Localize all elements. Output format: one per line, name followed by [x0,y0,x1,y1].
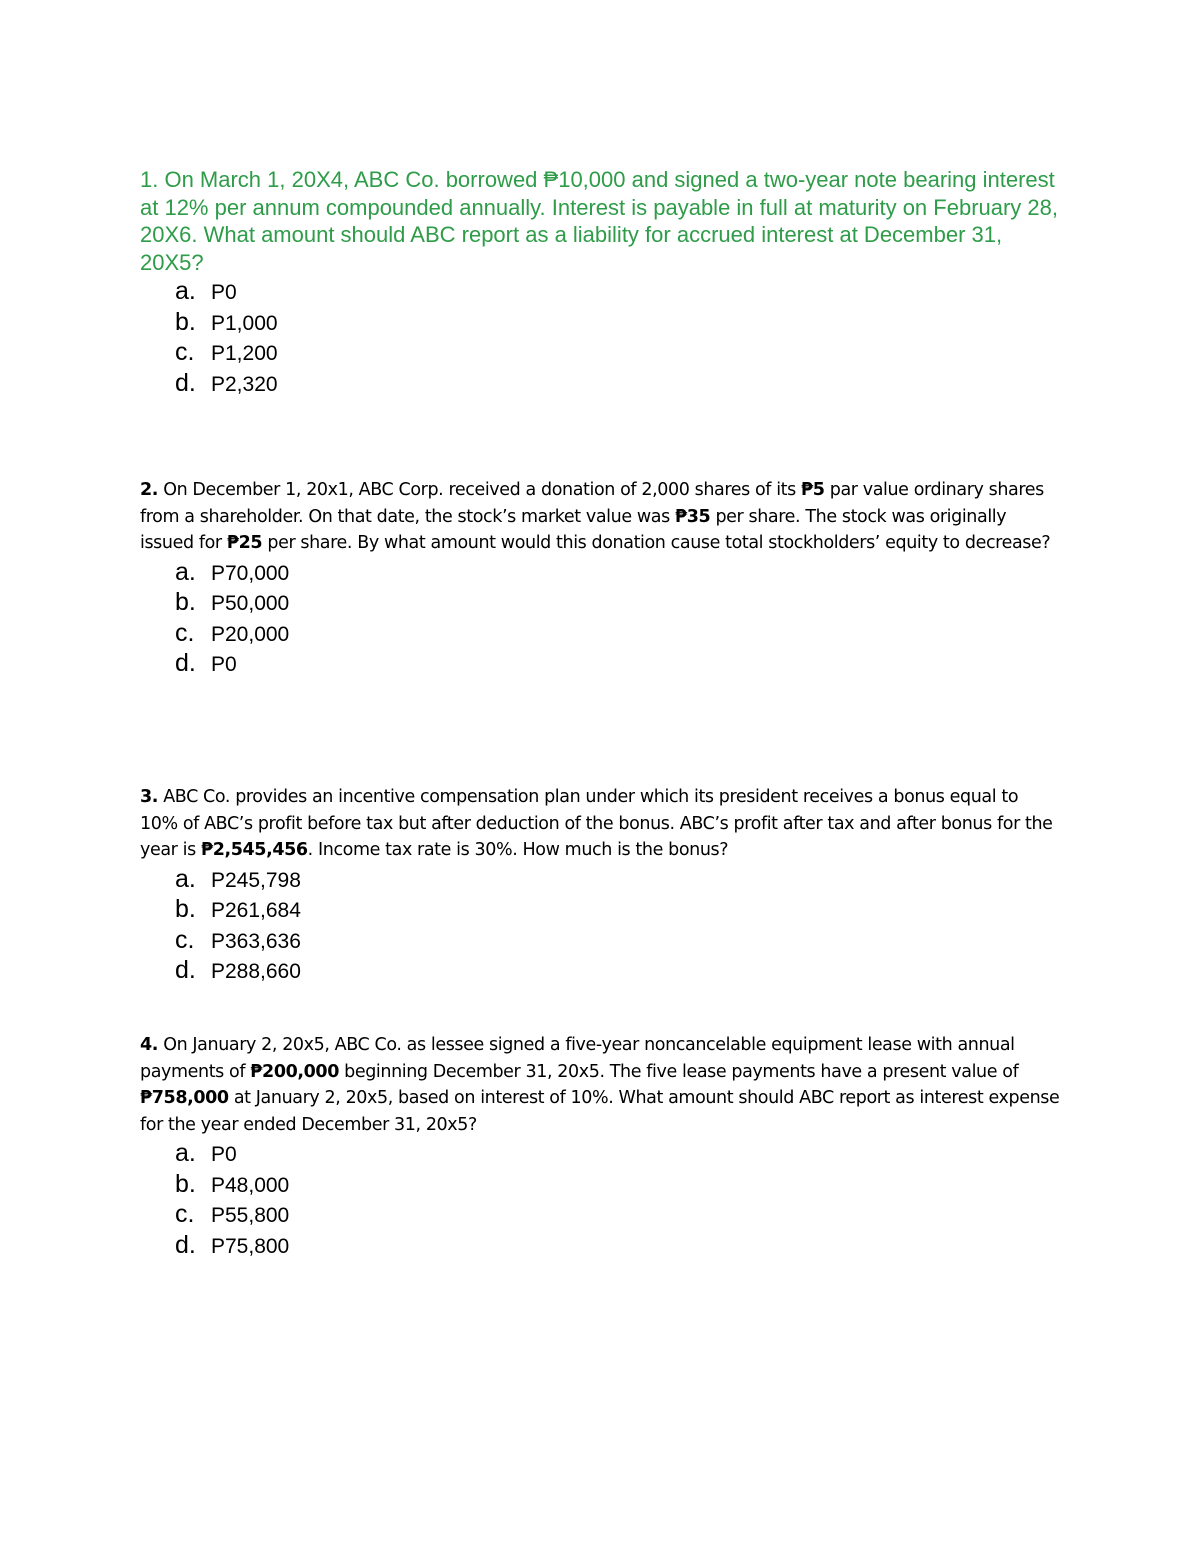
option-letter: b. [175,1169,196,1198]
option-c[interactable] [175,618,1060,649]
option-letter: d. [175,1230,196,1259]
option-letter: c. [175,1200,195,1229]
option-letter: a. [175,1139,196,1167]
question-4-stem [140,1032,1060,1138]
option-b[interactable] [175,307,1060,338]
stem-text: ABC Co. provides an incentive compensation plan under which its president receives a bonus equal to 10% of ABC’s profit before tax but after deduction of the bonus. ABC’s profit after tax and after bonus for the year is [140,787,1053,860]
option-text: P0 [211,1143,237,1166]
amount: ₱35 [674,506,711,527]
option-text: P261,684 [211,899,301,923]
question-number: 3. [140,787,159,807]
option-b[interactable] [175,1169,1060,1200]
option-letter: b. [175,307,196,336]
question-2-options [140,557,1060,679]
option-letter: c. [175,618,195,647]
option-d[interactable] [175,368,1060,399]
amount: ₱25 [226,533,263,553]
option-a[interactable] [175,1138,1060,1169]
question-3-stem [140,784,1060,864]
stem-text: per share. By what amount would this donation cause total stockholders’ equity to decrease? [262,533,1051,553]
option-text: P1,200 [211,342,278,366]
option-letter: a. [175,864,196,893]
question-1-stem: 1. On March 1, 20X4, ABC Co. borrowed ₱10,000 and signed a two-year note bearing interest at 12% per annum compounded annually. Interest is payable in full at maturity on February 28, 20X6. What amount should ABC report as a liability for accrued interest at December 31, 20X5? [140,167,1059,275]
option-c[interactable] [175,925,1060,956]
option-b[interactable] [175,894,1060,925]
option-text: P363,636 [211,929,301,953]
question-1 [140,166,1060,398]
option-letter: c. [175,338,195,367]
option-text: P55,800 [211,1204,290,1228]
amount: ₱2,545,456 [200,840,308,860]
option-b[interactable] [175,587,1060,618]
option-letter: d. [175,956,196,985]
question-2-stem [140,477,1060,557]
option-letter: a. [175,557,196,586]
question-number: 2. [140,480,159,500]
option-letter: d. [175,368,196,397]
option-a[interactable] [175,864,1060,895]
option-text: P48,000 [211,1173,290,1197]
question-3-options [140,864,1060,986]
question-number: 4. [140,1035,159,1055]
stem-text: at January 2, 20x5, based on interest of 10%. What amount should ABC report as interest expense for the year ended December 31, 20x5? [140,1088,1060,1135]
question-2 [140,477,1060,679]
stem-text: par value ordinary shares from a shareholder. On that date, the stock’s market value was [140,480,1044,527]
option-text: P75,800 [211,1234,290,1258]
stem-text: . Income tax rate is 30%. How much is the bonus? [307,840,729,860]
option-text: P50,000 [211,592,290,616]
stem-text: On January 2, 20x5, ABC Co. as lessee signed a five-year noncancelable equipment lease with annual payments of [140,1035,1015,1082]
option-letter: d. [175,649,196,678]
option-text: P20,000 [211,622,290,646]
question-3 [140,784,1060,986]
option-text: P288,660 [211,960,301,984]
option-text: P0 [211,281,237,304]
option-letter: b. [175,895,196,924]
amount: ₱758,000 [140,1088,229,1108]
question-4-options [140,1138,1060,1260]
option-d[interactable] [175,1230,1060,1261]
option-text: P0 [211,653,237,677]
option-c[interactable] [175,337,1060,368]
option-letter: a. [175,277,196,305]
option-d[interactable] [175,648,1060,679]
option-a[interactable] [175,276,1060,307]
stem-text: On December 1, 20x1, ABC Corp. received a donation of 2,000 shares of its [158,480,802,500]
amount: ₱5 [801,480,825,500]
stem-text: per share. The stock was originally issued for [140,506,1007,553]
option-letter: c. [175,925,195,954]
question-4 [140,1032,1060,1260]
option-text: P70,000 [211,561,290,585]
option-a[interactable] [175,557,1060,588]
stem-text: beginning December 31, 20x5. The five lease payments have a present value of [338,1061,1019,1082]
amount: ₱200,000 [250,1061,339,1082]
option-c[interactable] [175,1199,1060,1230]
option-letter: b. [175,588,196,617]
option-text: P245,798 [211,868,301,892]
option-d[interactable] [175,955,1060,986]
option-text: P2,320 [211,372,278,396]
question-1-options [140,276,1060,398]
option-text: P1,000 [211,311,278,335]
